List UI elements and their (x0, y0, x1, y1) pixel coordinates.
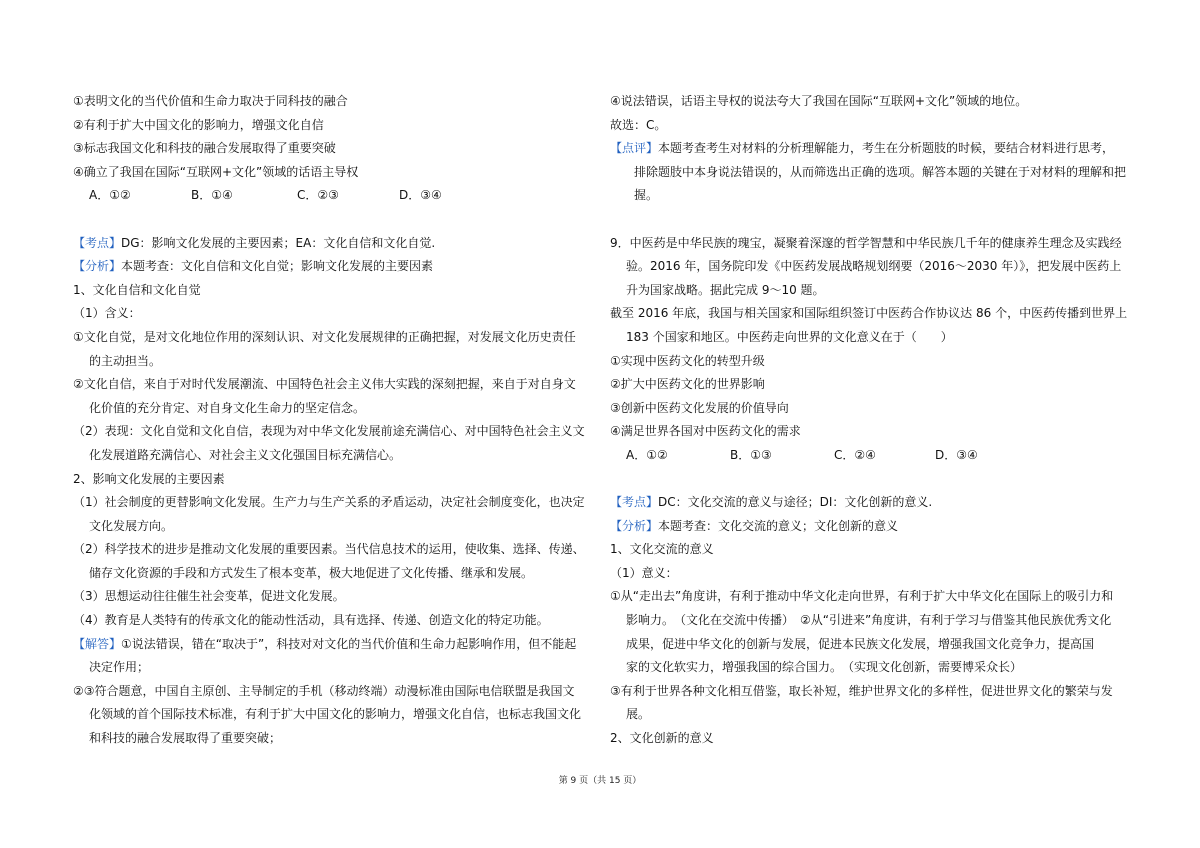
dianping-tag: 【点评】 (610, 141, 659, 156)
paragraph-line: 决定作用； (89, 660, 150, 675)
subsection-title: （1）意义： (610, 565, 678, 580)
paragraph-line: 排除题肢中本身说法错误的，从而筛选出正确的选项。解答本题的关键在于对材料的理解和把 (634, 164, 1127, 179)
q9-option-2: ②扩大中医药文化的世界影响 (610, 377, 765, 392)
q9-stem-line: 验。2016 年，国务院印发《中医药发展战略规划纲要（2016～2030 年）》，把发展中医药上 (626, 259, 1122, 274)
paragraph-line: 握。 (634, 188, 659, 203)
paragraph-line: 展。 (626, 707, 651, 722)
kaodian-text: DC：文化交流的意义与途径；DI：文化创新的意义. (658, 495, 933, 510)
q9-choice-d: D．③④ (935, 447, 978, 462)
q9-choice-a: A．①② (626, 447, 668, 462)
paragraph-line: 和科技的融合发展取得了重要突破； (89, 731, 282, 746)
q8-choice-c: C．②③ (297, 188, 339, 203)
jieda-line (73, 633, 593, 657)
paragraph-line: 文化发展方向。 (89, 518, 174, 533)
paragraph-line: 化价值的充分肯定、对自身文化生命力的坚定信念。 (89, 400, 366, 415)
section-title: 1、文化交流的意义 (610, 542, 714, 557)
paragraph-line: ①从“走出去”角度讲，有利于推动中华文化走向世界，有利于扩大中华文化在国际上的吸引力和 (610, 589, 1114, 604)
q9-option-1: ①实现中医药文化的转型升级 (610, 353, 765, 368)
paragraph-line: ③有利于世界各种文化相互借鉴，取长补短，维护世界文化的多样性，促进世界文化的繁荣与发 (610, 683, 1113, 698)
q9-choices (610, 444, 1130, 468)
paragraph-line: 化发展道路充满信心、对社会主义文化强国目标充满信心。 (89, 447, 402, 462)
fenxi-text: 本题考查：文化自信和文化自觉；影响文化发展的主要因素 (121, 259, 434, 274)
answer-line: 故选：C。 (610, 117, 667, 132)
dianping-line (610, 137, 1130, 161)
fenxi-line (73, 255, 593, 279)
paragraph-line: （2）表现：文化自觉和文化自信，表现为对中华文化发展前途充满信心、对中国特色社会主义文 (73, 424, 585, 439)
fenxi-tag: 【分析】 (610, 518, 659, 533)
paragraph-line: 成果，促进中华文化的创新与发展，促进本民族文化发展，增强我国文化竞争力，提高国 (626, 636, 1095, 651)
left-column (73, 90, 593, 751)
q8-choices (73, 184, 593, 208)
paragraph-line: （2）科学技术的进步是推动文化发展的重要因素。当代信息技术的运用，使收集、选择、传递、 (73, 542, 585, 557)
right-column (610, 90, 1130, 751)
paragraph-line: （1）社会制度的更替影响文化发展。生产力与生产关系的矛盾运动，决定社会制度变化，也决定 (73, 495, 585, 510)
paragraph-line: ②③符合题意，中国自主原创、主导制定的手机（移动终端）动漫标准由国际电信联盟是我国文 (73, 683, 575, 698)
fenxi-tag: 【分析】 (73, 259, 122, 274)
section-title: 2、文化创新的意义 (610, 731, 714, 746)
q8-choice-b: B．①④ (191, 188, 233, 203)
kaodian-text: DG：影响文化发展的主要因素；EA：文化自信和文化自觉. (121, 235, 436, 250)
q8-option-2: ②有利于扩大中国文化的影响力，增强文化自信 (73, 117, 324, 132)
kaodian-tag: 【考点】 (73, 235, 122, 250)
paragraph-line: 影响力。 （文化在交流中传播） ②从“引进来”角度讲，有利于学习与借鉴其他民族优秀文化 (626, 613, 1112, 628)
q8-choice-d: D．③④ (399, 188, 442, 203)
q9-stem-line: 升为国家战略。据此完成 9～10 题。 (626, 282, 825, 297)
paragraph-line: （3）思想运动往往催生社会变革，促进文化发展。 (73, 589, 345, 604)
q8-option-3: ③标志我国文化和科技的融合发展取得了重要突破 (73, 141, 336, 156)
paragraph-line: ②文化自信，来自于对时代发展潮流、中国特色社会主义伟大实践的深刻把握，来自于对自身文 (73, 377, 576, 392)
paragraph-line: 的主动担当。 (89, 353, 162, 368)
q9-option-4: ④满足世界各国对中医药文化的需求 (610, 424, 801, 439)
paragraph-line: （4）教育是人类特有的传承文化的能动性活动，具有选择、传递、创造文化的特定功能。 (73, 613, 549, 628)
section-title: 1、文化自信和文化自觉 (73, 282, 201, 297)
dianping-text: 本题考查考生对材料的分析理解能力，考生在分析题肢的时候，要结合材料进行思考， (658, 141, 1115, 156)
q9-stem-line: 183 个国家和地区。中医药走向世界的文化意义在于（ ） (626, 329, 953, 344)
jieda-tag: 【解答】 (73, 636, 122, 651)
kaodian-tag: 【考点】 (610, 495, 659, 510)
paragraph-line: 储存文化资源的手段和方式发生了根本变革，极大地促进了文化传播、继承和发展。 (89, 565, 534, 580)
subsection-title: （1）含义： (73, 306, 141, 321)
q9-stem-line: 截至 2016 年底，我国与相关国家和国际组织签订中医药合作协议达 86 个，中医药传播到世界上 (610, 306, 1128, 321)
q9-stem-line: 9．中医药是中华民族的瑰宝，凝聚着深邃的哲学智慧和中华民族几千年的健康养生理念及实践经 (610, 235, 1122, 250)
paragraph-line: 化领域的首个国际技术标准，有利于扩大中国文化的影响力，增强文化自信，也标志我国文化 (89, 707, 582, 722)
q9-option-3: ③创新中医药文化发展的价值导向 (610, 400, 789, 415)
page-footer: 第 9 页（共 15 页） (558, 776, 642, 786)
jieda-text: ①说法错误，错在“取决于”，科技对对文化的当代价值和生命力起影响作用，但不能起 (121, 636, 577, 651)
fenxi-line (610, 515, 1130, 539)
q9-choice-b: B．①③ (730, 447, 772, 462)
section-title: 2、影响文化发展的主要因素 (73, 471, 225, 486)
kaodian-line (610, 491, 1130, 515)
q9-choice-c: C．②④ (834, 447, 876, 462)
fenxi-text: 本题考查：文化交流的意义；文化创新的意义 (658, 518, 899, 533)
paragraph-line: ①文化自觉，是对文化地位作用的深刻认识、对文化发展规律的正确把握，对发展文化历史责任 (73, 329, 576, 344)
q8-option-1: ①表明文化的当代价值和生命力取决于同科技的融合 (73, 94, 348, 108)
paragraph-line: ④说法错误，话语主导权的说法夸大了我国在国际“互联网+文化”领域的地位。 (610, 94, 1028, 108)
paragraph-line: 家的文化软实力，增强我国的综合国力。 （实现文化创新，需要博采众长） (626, 660, 1023, 675)
kaodian-line (73, 232, 593, 256)
q8-option-4: ④确立了我国在国际“互联网+文化”领域的话语主导权 (73, 164, 359, 179)
q8-choice-a: A．①② (89, 188, 131, 203)
